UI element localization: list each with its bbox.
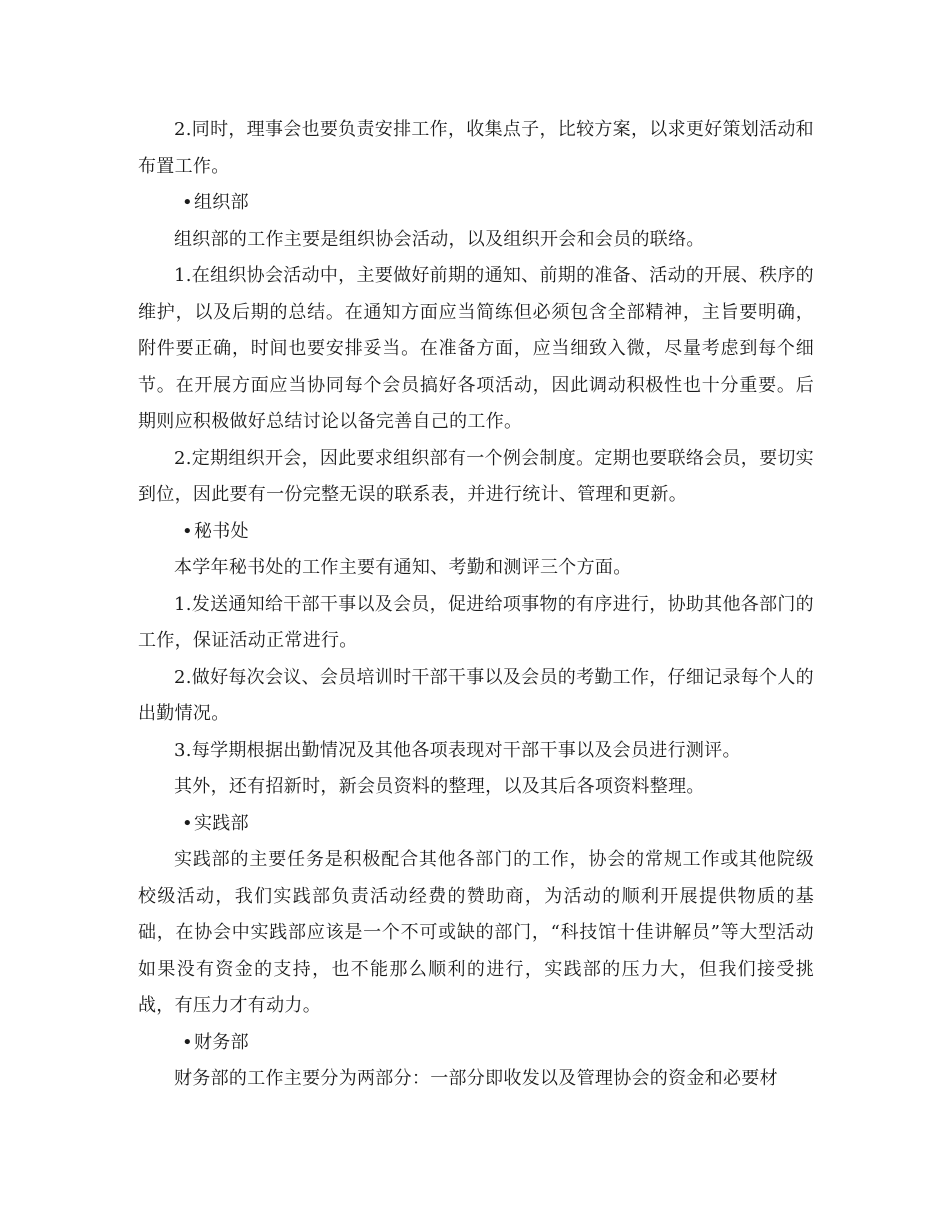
section-heading-finance bbox=[138, 1025, 814, 1062]
section-heading-label: 组织部 bbox=[194, 192, 249, 213]
paragraph-finance-intro: 财务部的工作主要分为两部分：一部分即收发以及管理协会的资金和必要材 bbox=[174, 1068, 778, 1089]
paragraph-secretariat-notices: 1.发送通知给干部干事以及会员，促进给项事物的有序进行，协助其他各部门的工作，保证活动正常进行。 bbox=[138, 593, 814, 651]
document-page bbox=[138, 112, 814, 1098]
paragraph-organization-meetings: 2.定期组织开会，因此要求组织部有一个例会制度。定期也要联络会员，要切实到位，因此要有一份完整无误的联系表，并进行统计、管理和更新。 bbox=[138, 447, 814, 505]
bullet-icon: • bbox=[182, 1031, 193, 1053]
section-heading-practice bbox=[138, 806, 814, 843]
paragraph-secretariat-evaluation: 3.每学期根据出勤情况及其他各项表现对干部干事以及会员进行测评。 bbox=[174, 739, 741, 761]
paragraph-council-planning: 2.同时，理事会也要负责安排工作，收集点子，比较方案，以求更好策划活动和布置工作。 bbox=[138, 119, 814, 177]
section-heading-label: 秘书处 bbox=[194, 520, 249, 542]
bullet-icon: • bbox=[182, 192, 193, 213]
paragraph-secretariat-records: 其外，还有招新时，新会员资料的整理，以及其后各项资料整理。 bbox=[174, 776, 705, 797]
section-heading-label: 财务部 bbox=[194, 1031, 249, 1053]
section-heading-organization bbox=[138, 185, 814, 222]
paragraph-organization-intro: 组织部的工作主要是组织协会活动，以及组织开会和会员的联络。 bbox=[174, 228, 705, 250]
paragraph-organization-activities: 1.在组织协会活动中，主要做好前期的通知、前期的准备、活动的开展、秩序的维护，以及后期的总结。在通知方面应当简练但必须包含全部精神，主旨要明确，附件要正确，时间也要安排妥当。在准备方面，应当细致入微，尽量考虑到每个细节。在开展方面应当协同每个会员搞好各项活动，因此调动积极性也十分重要。后期则应积极做好总结讨论以备完善自己的工作。 bbox=[138, 265, 814, 432]
section-heading-label: 实践部 bbox=[194, 812, 249, 834]
bullet-icon: • bbox=[182, 520, 193, 542]
paragraph-secretariat-attendance: 2.做好每次会议、会员培训时干部干事以及会员的考勤工作，仔细记录每个人的出勤情况。 bbox=[138, 666, 814, 724]
paragraph-secretariat-intro: 本学年秘书处的工作主要有通知、考勤和测评三个方面。 bbox=[174, 557, 632, 578]
bullet-icon: • bbox=[182, 812, 193, 834]
paragraph-practice-tasks: 实践部的主要任务是积极配合其他各部门的工作，协会的常规工作或其他院级校级活动，我们实践部负责活动经费的赞助商，为活动的顺利开展提供物质的基础，在协会中实践部应该是一个不可或缺的部门，“科技馆十佳讲解员”等大型活动如果没有资金的支持，也不能那么顺利的进行，实践部的压力大，但我们接受挑战，有压力才有动力。 bbox=[138, 849, 814, 1016]
section-heading-secretariat bbox=[138, 514, 814, 551]
